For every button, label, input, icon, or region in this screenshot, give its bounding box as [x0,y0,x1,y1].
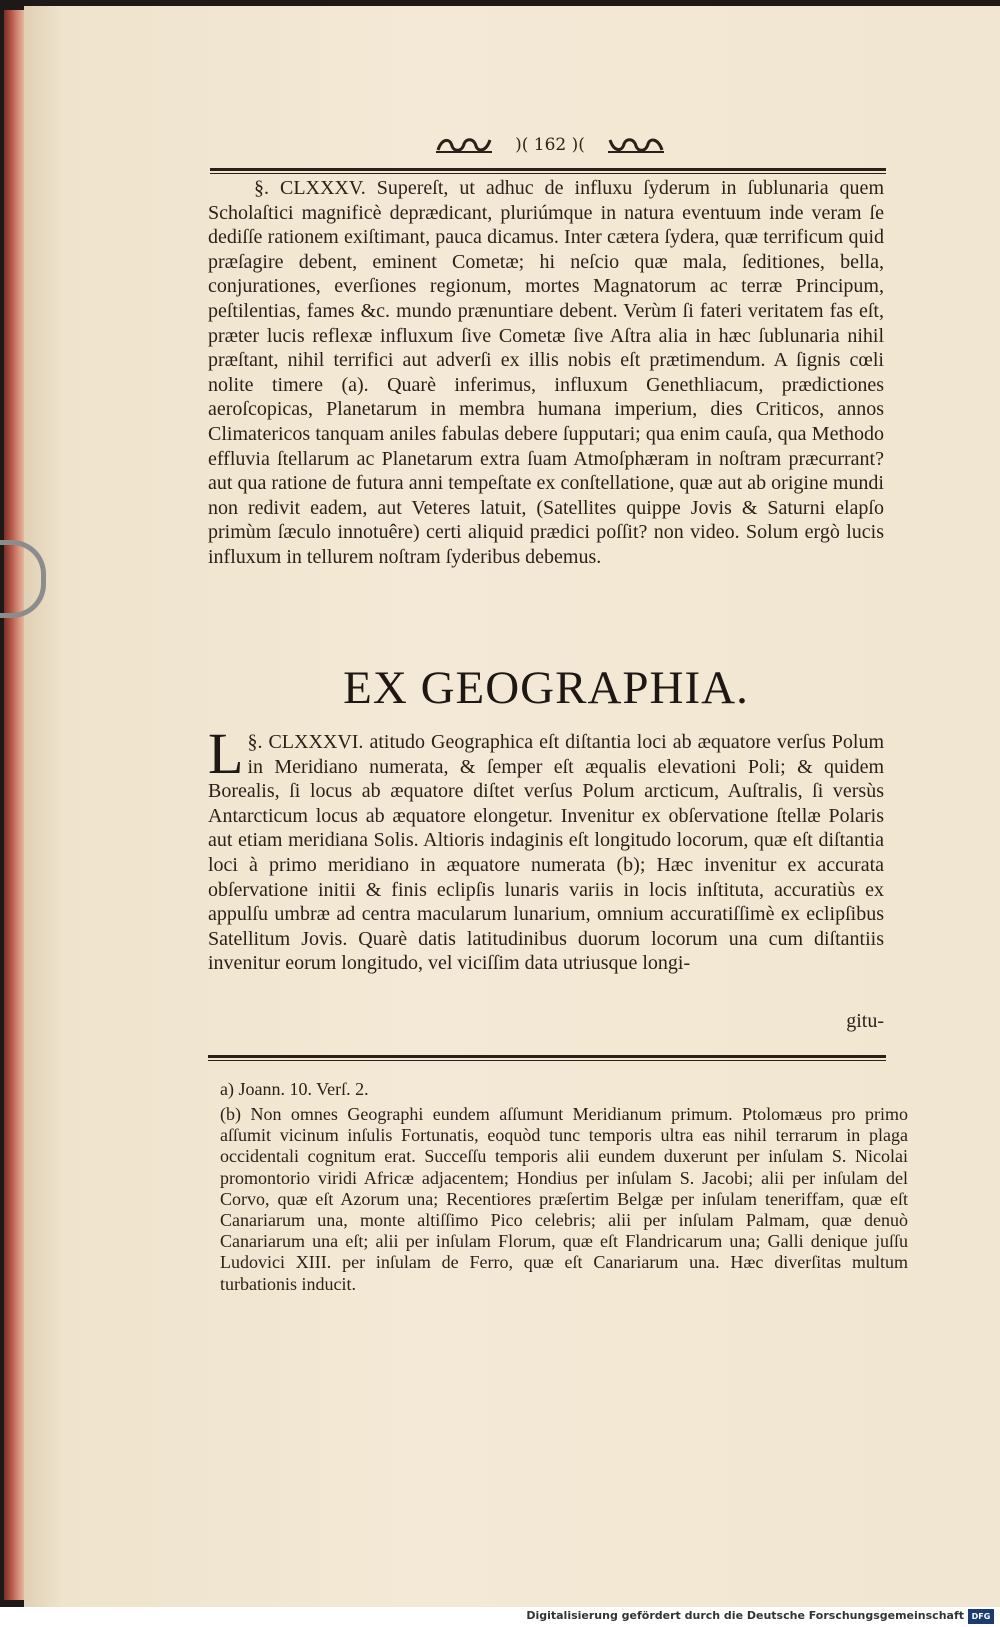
paragraph-number: §. CLXXXVI. [247,731,364,753]
footnote-a: a) Joann. 10. Verſ. 2. [220,1079,369,1099]
credit-text: Digitalisierung gefördert durch die Deutsche Forschungsgemeinschaft [526,1609,964,1622]
page-edge [4,10,26,1600]
ornament-icon [434,136,494,154]
page-number: )( 162 )( [515,134,585,155]
ornament-icon [606,136,666,154]
footnote-rule [208,1055,886,1061]
paragraph-body: atitudo Geographica eſt diſtantia loci ab æquatore verſus Polum in Meridiano numerata, & ſemper eſt æqualis elevationi Poli; & quidem Borealis, ſi locus ab æquatore diſtet verſus Polum arcticum, Auſtralis, ſi versùs Antarcticum locus ab æquatore elongetur. Invenitur ex obſervatione ſtellæ Polaris aut etiam meridiana Solis. Altioris indaginis eſt longitudo locorum, quæ eſt diſtantia loci à primo meridiano in æquatore numerata (b); Hæc invenitur ex accurata obſervatione initii & finis eclipſis lunaris variis in locis inſtituta, accuratiùs ex appulſu umbræ ad centra macularum lunarium, omnium accuratiſſimè ex eclipſibus Satellitum Jovis. Quarè datis latitudinibus duorum locorum una cum diſtantiis invenitur eorum longitudo, vel viciſſim data utriusque longi- [208,731,884,975]
page-header [210,134,890,168]
section-title: EX GEOGRAPHIA. [343,662,749,714]
header-rule [210,168,886,174]
catchword: gitu- [846,1010,884,1032]
footnote-b-text: (b) Non omnes Geographi eundem aſſumunt Meridianum primum. Ptolomæus pro primo aſſumit vicinum inſulis Fortunatis, eoquòd tunc temporis ultra eas nihil terrarum in plaga occidentali cognitum erat. Succeſſu temporis alii eundem duxerunt per inſulam S. Nicolai promontorio viridi Africæ adjacentem; Hondius per inſulam S. Jacobi; alii per inſulam del Corvo, quæ eſt Azorum una; Recentiores præſertim Belgæ per inſulam teneriffam, quæ eſt Canariarum una, monte altiſſimo Pico celebris; alii per inſulam Palmam, quæ denuò Canariarum una eſt; alii per inſulam Florum, quæ eſt Flandricarum una; Galli denique juſſu Ludovici XIII. per inſulam de Ferro, quæ eſt Canariarum una. Hæc diverſitas multum turbationis inducit. [220,1104,908,1294]
paragraph-clxxxv: §. CLXXXV. Supereſt, ut adhuc de influxu ſyderum in ſublunaria quem Scholaſtici magnificè deprædicant, pluriúmque in natura eventuum inde veram ſe dediſſe rationem exiſtimant, pauca dicamus. Inter cætera ſydera, quæ terrificum quid præſagire debent, eminent Cometæ; hi neſcio quæ mala, ſeditiones, bella, conjurationes, everſiones regionum, mortes Magnatorum ac terræ Principum, peſtilentias, fames &c. mundo prænuntiare debent. Verùm ſi fateri veritatem fas eſt, præter lucis reflexæ influxum ſive Cometæ ſive Aſtra alia in hæc ſublunaria nihil præſtant, nihil terrifici aut adverſi ex illis nobis eſt prætimendum. A ſignis cœli nolite timere (a). Quarè inferimus, influxum Genethliacum, prædictiones aeroſcopicas, Planetarum in membra humana imperium, dies Criticos, annos Climatericos tanquam aniles fabulas debere ſupputari; qua enim cauſa, qua Methodo effluvia ſtellarum ac Planetarum extra ſuam Atmoſphæram in noſtram præcurrant? aut qua ratione de futura anni tempeſtate ex conſtellatione, quæ aut ab origine mundi non redivit eadem, aut Veteres latuit, (Satellites quippe Jovis & Saturni elapſo primùm ſæculo innotuêre) certi aliquid prædici poſſit? non video. Solum ergò lucis influxum in tellurem noſtram ſyderibus debemus. [208,177,884,568]
dfg-logo: DFG [968,1609,994,1624]
drop-cap: L [208,721,244,786]
paragraph-clxxxvi [208,721,884,976]
footnote-b [220,1104,908,1295]
credit-bar [0,1607,1000,1627]
